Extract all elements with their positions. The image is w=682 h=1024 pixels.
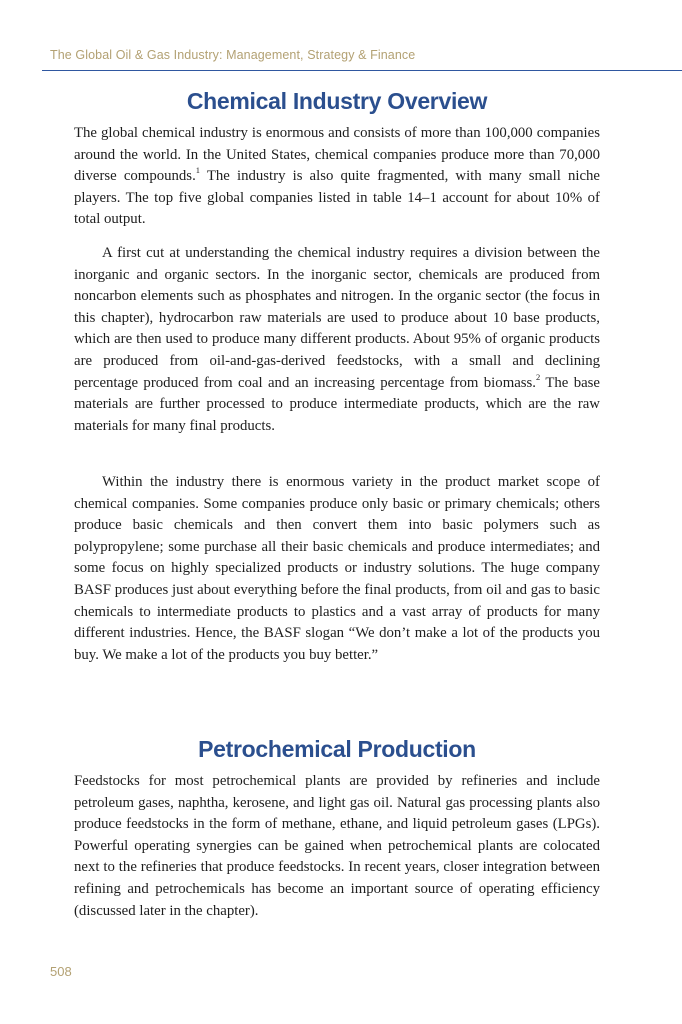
running-header: The Global Oil & Gas Industry: Management, Strategy & Finance	[50, 48, 416, 62]
paragraph-text: The global chemical industry is enormous and consists of more than 100,000 companies around the world. In the United States, chemical companies produce more than 70,000 diverse compounds.	[74, 125, 600, 185]
footnote-ref-2[interactable]: 2	[535, 371, 541, 382]
paragraph-feedstocks: Feedstocks for most petrochemical plants are provided by refineries and include petroleum gases, naphtha, kerosene, and light gas oil. Natural gas processing plants also produce feedstocks in the form of methane, ethane, and liquid petroleum gases (LPGs). Powerful operating synergies can be gained when petrochemical plants are colocated next to the refineries that produce feedstocks. In recent years, closer integration between refining and petrochemicals has become an important source of operating efficiency (discussed later in the chapter).	[74, 773, 600, 919]
section-title-chemical-industry-overview: Chemical Industry Overview	[186, 88, 488, 114]
header-rule	[42, 70, 682, 71]
paragraph-industry-size	[74, 123, 600, 231]
section-title-petrochemical-production: Petrochemical Production	[198, 736, 476, 762]
page-number: 508	[50, 964, 72, 979]
paragraph-text: A first cut at understanding the chemical industry requires a division between the inorganic and organic sectors. In the inorganic sector, chemicals are produced from noncarbon elements such as phosphates and nitrogen. In the organic sector (the focus in this chapter), hydrocarbon raw materials are used to produce about 10 base products, which are then used to produce many different products. About 95% of organic products are produced from oil-and-gas-derived feedstocks, with a small and declining percentage produced from coal and an increasing percentage from biomass.	[74, 245, 600, 391]
footnote-ref-1[interactable]: 1	[195, 165, 201, 176]
paragraph-inorganic-organic	[74, 243, 600, 437]
paragraph-text: The base materials are further processed to produce intermediate products, which are the raw materials for many final products.	[74, 374, 600, 434]
paragraph-text: The industry is also quite fragmented, with many small niche players. The top five global companies listed in table 14–1 account for about 10% of total output.	[74, 168, 600, 228]
paragraph-product-scope: Within the industry there is enormous variety in the product market scope of chemical companies. Some companies produce only basic or primary chemicals; others produce basic chemicals and then convert them into basic polymers such as polypropylene; some purchase all their basic chemicals and produce intermediates; and some focus on highly specialized products or industry solutions. The huge company BASF produces just about everything before the final products, from oil and gas to basic chemicals to intermediate products to plastics and a vast array of products for many different industries. Hence, the BASF slogan “We don’t make a lot of the products you buy. We make a lot of the products you buy better.”	[74, 474, 600, 663]
